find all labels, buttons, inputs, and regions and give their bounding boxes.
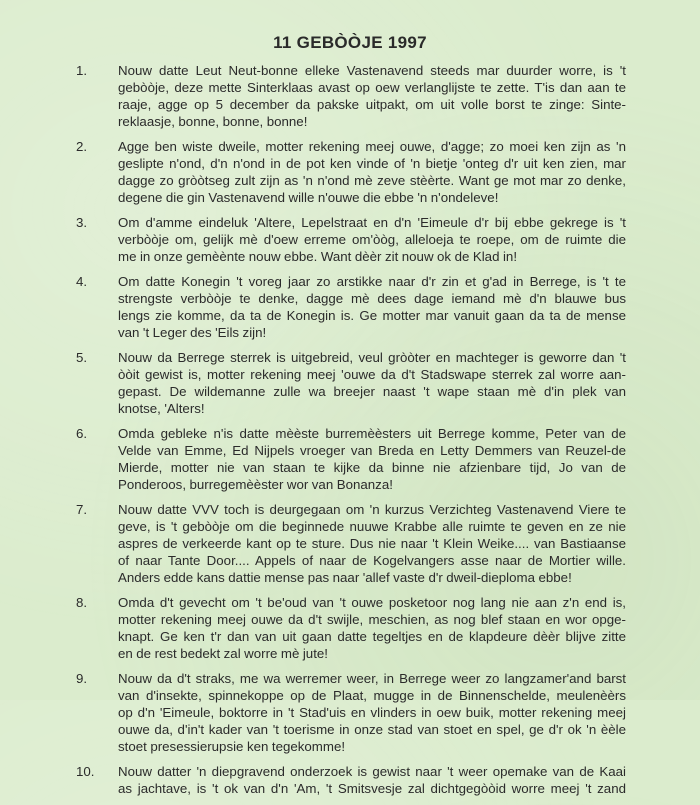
item-text (118, 138, 626, 206)
text-line: van 't Leger des 'Eils zijn! (118, 325, 267, 340)
item-number: 10. (76, 764, 95, 779)
list-item (0, 425, 700, 493)
text-line: verbòòje om, gelijk mè d'oew erreme om'òòg, alleloeja te roepe, om de ruimte die (118, 232, 626, 247)
text-line: motter rekening meej ouwe da d't swijle, meschien, as nog blef staan en wor opge- (118, 612, 626, 627)
text-line: gebòòje, deze mette Sinterklaas avast op oew verlanglijste te zette. T'is dan aan te (118, 80, 626, 95)
item-text (118, 670, 626, 755)
text-line: Nouw da Berrege sterrek is uitgebreid, veul gròòter en machteger is geworre dan 't (118, 350, 626, 365)
item-text (118, 214, 626, 265)
text-line: raaje, agge op 5 december da pakske uitpakt, om uit volle borst te zinge: Sinte- (118, 97, 626, 112)
page-title: 11 GEBÒÒJE 1997 (273, 33, 427, 52)
item-text (118, 273, 626, 341)
text-line: knotse, 'Alters! (118, 401, 205, 416)
text-line: van d'insekte, spinnekoppe op de Plaat, mugge in de Binnenschelde, meulenèèrs (118, 688, 626, 703)
numbered-list (0, 62, 700, 805)
item-text (118, 501, 626, 586)
item-number: 5. (76, 350, 88, 365)
item-text (118, 763, 626, 797)
text-line: Nouw datter 'n diepgravend onderzoek is gewist naar 't weer opemake van de Kaai (118, 764, 626, 779)
text-line: knapt. Ge ken t'r dan van uit gaan datte tegeltjes en de klapdeure dèèr blijve zitte (118, 629, 626, 644)
text-line: Omda gebleke n'is datte mèèste burremèèsters uit Berrege komme, Peter van de (118, 426, 626, 441)
text-line: geve, is 't gebòòje om die beginnede nuuwe Krabbe alle ruimte te geven en ze nie (118, 519, 626, 534)
text-line: as jachtave, is 't ok van d'n 'Am, 't Smitsvesje zal dichtgegòòid worre meej 't zand (118, 781, 626, 796)
text-line: Agge ben wiste dweile, motter rekening meej ouwe, d'agge; zo moei ken zijn as 'n (118, 139, 626, 154)
list-item (0, 763, 700, 797)
item-number: 9. (76, 671, 88, 686)
text-line: geslipte n'ond, d'n n'ond in de pot ken vinde of 'n bietje 'onteg d'r uit ken zien, mar (118, 156, 626, 171)
text-line: lengs zie komme, da ta de Konegin is. Ge motter mar vanuit gaan da ta de mense (118, 308, 626, 323)
list-item (0, 138, 700, 206)
text-line: Nouw datte VVV toch is deurgegaan om 'n kurzus Verzichteg Vastenavend Viere te (118, 502, 626, 517)
item-text (118, 594, 626, 662)
list-item (0, 214, 700, 265)
item-text (118, 349, 626, 417)
text-line: Nouw da d't straks, me wa werremer weer, in Berrege weer zo langzamer'and barst (118, 671, 626, 686)
text-line: strengste verbòòje te denke, dagge mè dees dage iemand mè d'n blauwe bus (118, 291, 626, 306)
item-number: 7. (76, 502, 88, 517)
list-item (0, 349, 700, 417)
item-number: 3. (76, 215, 88, 230)
item-number: 4. (76, 274, 88, 289)
list-item (0, 273, 700, 341)
item-number: 8. (76, 595, 88, 610)
text-line: Anders edde kans dattie mense pas naar 'allef vaste d'r dweil-dieploma ebbe! (118, 570, 572, 585)
text-line: gepast. De wildemanne zulle wa breejer naast 't wape staan mè d'in plek van (118, 384, 626, 399)
text-line: Velde van Emme, Ed Nijpels vroeger van Breda en Letty Demmers van Reuzel-de (118, 443, 626, 458)
text-line: reklaasje, bonne, bonne, bonne! (118, 114, 308, 129)
text-line: degene die gin Vastenavend wille n'ouwe die ebbe 'n n'ondeleve! (118, 190, 499, 205)
list-item (0, 501, 700, 586)
text-line: ouwe da, d'in't kader van 't toerisme in onze stad van stoet en spel, ge d'r ok 'n èèle (118, 722, 626, 737)
list-item (0, 594, 700, 662)
text-line: Ponderoos, burregemèèster wor van Bonanza! (118, 477, 393, 492)
text-line: stoet presessierupsie ken tegekomme! (118, 739, 346, 754)
item-number: 6. (76, 426, 88, 441)
item-number: 2. (76, 139, 88, 154)
text-line: Om d'amme eindeluk 'Altere, Lepelstraat en d'n 'Eimeule d'r bij ebbe gekrege is 't (118, 215, 626, 230)
list-item (0, 62, 700, 130)
text-line: Om datte Konegin 't voreg jaar zo arstikke naar d'r zin et g'ad in Berrege, is 't te (118, 274, 626, 289)
text-line: Nouw datte Leut Neut-bonne elleke Vastenavend steeds mar duurder worre, is 't (118, 63, 626, 78)
text-line: òòit gewist is, motter rekening meej 'ouwe da d't Stadswape sterrek zal worre aan- (118, 367, 626, 382)
text-line: dagge zo gròòtseg zult zijn as 'n n'ond mè zeve stèèrte. Want ge mot mar zo denke, (118, 173, 626, 188)
text-line: me in onze gemèènte nouw ebbe. Want dèèr zit nouw ok de Klad in! (118, 249, 518, 264)
list-item (0, 670, 700, 755)
item-text (118, 62, 626, 130)
text-line: en de rest bedekt zal worre mè jute! (118, 646, 328, 661)
text-line: op d'n 'Eimeule, boktorre in 't Stad'uis en vlinders in oew buik, motter rekening meej (118, 705, 626, 720)
text-line: of naar Tante Door.... Appels of naar de Kogelvangers asse naar de Mortier wille. (118, 553, 626, 568)
item-number: 1. (76, 63, 88, 78)
text-line: aspres de verkeerde kant op te sture. Dus nie naar 't Klein Weike.... van Bastiaanse (118, 536, 626, 551)
text-line: Omda d't gevecht om 't be'oud van 't ouwe posketoor nog lang nie aan z'n end is, (118, 595, 626, 610)
text-line: Mierde, motter nie van staan te kijke da binne nie afzienbare tijd, Jo van de (118, 460, 626, 475)
item-text (118, 425, 626, 493)
